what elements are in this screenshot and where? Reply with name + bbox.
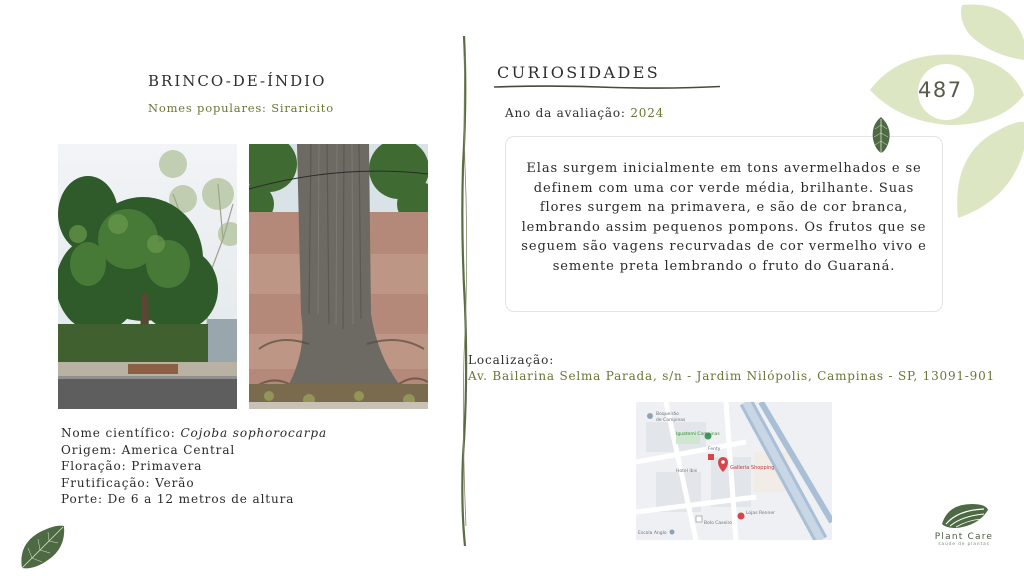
logo-tagline: saúde de plantas — [938, 542, 990, 547]
curiosities-text: Elas surgem inicialmente em tons avermelhados e se definem com uma cor verde média, brilhante. Suas flores surgem na primavera, e são de cor branca, lembrando assim pequenos pompons. Os frutos que se seguem são vagens recurvadas de cor vermelho vivo e semente preta lembrando o fruto do Guaraná. — [521, 161, 927, 274]
map-label-5: Galleria Shopping — [730, 465, 775, 471]
location-label: Localização: — [468, 353, 555, 367]
fact-size — [61, 491, 327, 508]
fact-fruiting-label: Frutificação: — [61, 475, 151, 490]
logo-leaf-icon — [938, 500, 990, 530]
fact-fruiting-value: Verão — [155, 475, 195, 490]
location-map[interactable] — [636, 402, 832, 540]
fact-origin-label: Origem: — [61, 442, 117, 457]
vertical-divider — [458, 36, 472, 546]
map-label-1: Boqueirão — [656, 412, 679, 417]
fact-flowering — [61, 458, 327, 475]
page-number: 487 — [918, 78, 963, 102]
popular-names-label: Nomes populares: — [148, 101, 267, 115]
fact-size-label: Porte: — [61, 492, 103, 506]
fact-scientific-label: Nome científico: — [61, 426, 176, 440]
tree-photo — [58, 144, 237, 409]
curiosities-title: CURIOSIDADES — [497, 63, 661, 82]
assessment-year — [505, 106, 664, 120]
map-label-6: Lojas Renner — [746, 511, 775, 516]
title-underline — [494, 84, 720, 90]
fact-origin-value: America Central — [121, 442, 236, 457]
map-label-2: de Campinas — [656, 418, 686, 423]
plant-care-logo — [924, 500, 1004, 552]
map-label-7: Hotel Ibis — [676, 469, 698, 474]
map-label-4: Fenty — [708, 447, 721, 452]
location-address: Av. Bailarina Selma Parada, s/n - Jardim Nilópolis, Campinas - SP, 13091-901 — [468, 369, 995, 383]
corner-leaf-icon — [18, 524, 66, 570]
map-label-9: Escola Anglo — [638, 531, 667, 536]
map-label-8: Bolo Caseiro — [704, 521, 733, 526]
fact-fruiting — [61, 475, 327, 492]
trunk-photo — [249, 144, 428, 409]
fact-flowering-label: Floração: — [61, 459, 127, 473]
popular-names — [148, 101, 334, 115]
fact-origin — [61, 442, 327, 459]
fact-scientific-value: Cojoba sophorocarpa — [180, 426, 327, 440]
decorative-leaves — [860, 0, 1024, 225]
assessment-year-value: 2024 — [630, 106, 665, 120]
leaf-top-icon — [961, 4, 1024, 60]
logo-name: Plant Care — [934, 532, 994, 542]
map-poi-icon — [647, 413, 653, 419]
map-label-3: Iguatemi Campinas — [676, 432, 720, 437]
plant-common-name: BRINCO-DE-ÍNDIO — [148, 72, 327, 90]
fact-size-value: De 6 a 12 metros de altura — [107, 492, 295, 506]
assessment-year-label: Ano da avaliação: — [505, 106, 626, 120]
small-leaf-icon — [870, 115, 892, 155]
fact-flowering-value: Primavera — [131, 459, 203, 473]
fact-scientific-name — [61, 425, 327, 442]
plant-facts — [61, 425, 327, 508]
popular-names-value: Siraricito — [271, 101, 334, 115]
leaf-bottom-icon — [957, 122, 1024, 218]
